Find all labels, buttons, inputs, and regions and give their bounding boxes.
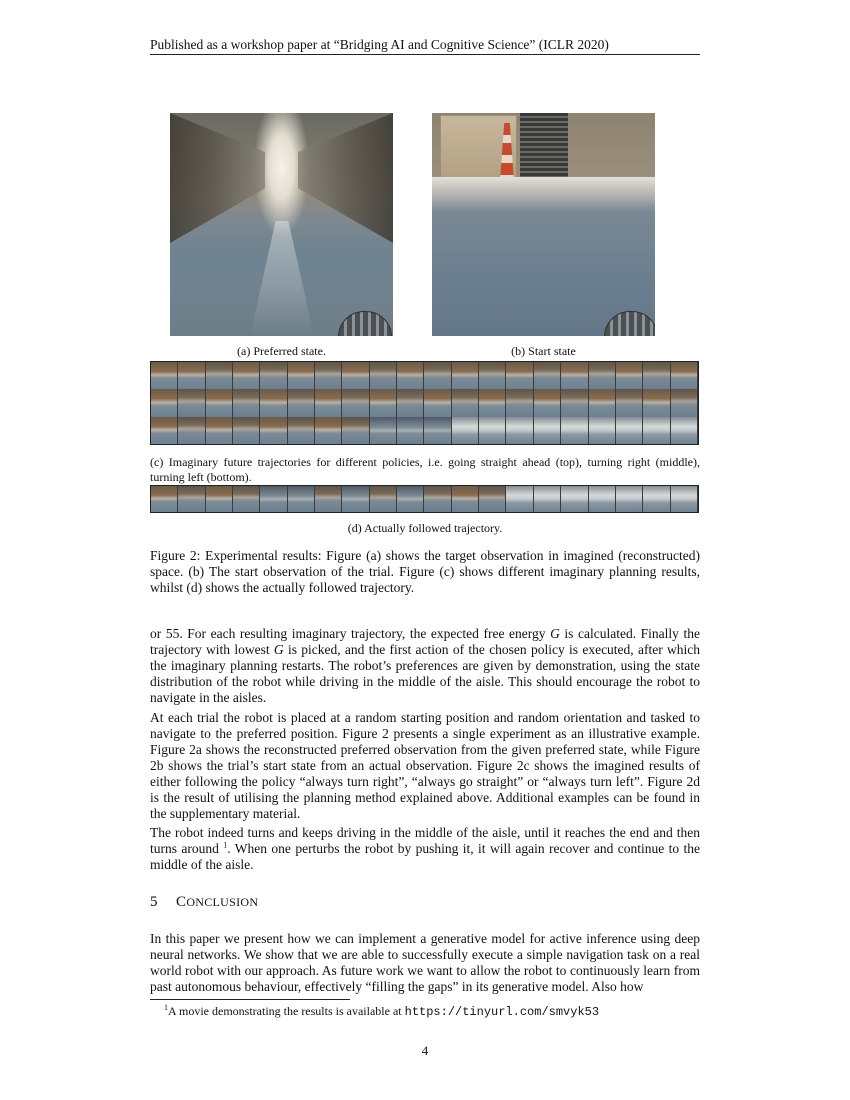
trajectory-frame (370, 486, 397, 512)
trajectory-frame (178, 389, 205, 416)
trajectory-frame (315, 417, 342, 444)
trajectory-frame (643, 417, 670, 444)
trajectory-frame (151, 362, 178, 389)
trajectory-frame (288, 486, 315, 512)
body-paragraph-4: In this paper we present how we can implement a generative model for active inference using deep neural networks. We show that we are able to successfully execute a simple navigation task on a real world robot with our approach. As future work we want to allow the robot to continuously learn from past autonomous behaviour, effectively “filling the gaps” in its generative model. Also how (150, 931, 700, 994)
body-paragraph-2: At each trial the robot is placed at a random starting position and random orientation and tasked to navigate to the preferred position. Figure 2 presents a single experiment as an illustrative example. Figure 2a shows the reconstructed preferred observation from the given preferred state, while Figure 2b shows the trial’s start state from an actual observation. Figure 2c shows the imagined results of either following the policy “always turn right”, “always go straight” or “always turn left”. Figure 2d is the result of utilising the planning method explained above. Additional examples can be found in the supplementary material. (150, 710, 700, 821)
trajectory-row-right (151, 389, 698, 416)
trajectory-frame (506, 486, 533, 512)
trajectory-frame (260, 389, 287, 416)
trajectory-frame (589, 389, 616, 416)
trajectory-frame (616, 389, 643, 416)
trajectory-frame (534, 389, 561, 416)
trajectory-frame (233, 389, 260, 416)
floor-sheen-shape (250, 221, 314, 336)
trajectory-frame (671, 389, 698, 416)
trajectory-frame (260, 417, 287, 444)
left-shelf-shape (170, 113, 265, 243)
trajectory-frame (233, 362, 260, 389)
trajectory-frame (589, 486, 616, 512)
trajectory-frame (671, 362, 698, 389)
page-number: 4 (421, 1043, 429, 1058)
trajectory-frame (315, 389, 342, 416)
trajectory-frame (534, 362, 561, 389)
trajectory-frame (397, 486, 424, 512)
shelf-edge-shape (432, 177, 655, 193)
trajectory-frame (397, 362, 424, 389)
footnote: $^1$A movie demonstrating the results is available at https://tinyurl.com/smvyk53 (164, 1003, 600, 1019)
body-paragraph-3: The robot indeed turns and keeps driving in the middle of the aisle, until it reaches the end and then turns around $^1$. When one perturbs the robot by pushing it, it will again recover and continue to the middle of the aisle. (150, 825, 700, 872)
cable-coil-shape (520, 113, 568, 181)
trajectory-row-straight (151, 362, 698, 389)
trajectory-frame (561, 486, 588, 512)
math-variable: G (273, 642, 284, 657)
trajectory-frame (616, 486, 643, 512)
trajectory-frame (315, 362, 342, 389)
section-number: 5 (150, 894, 158, 910)
trajectory-frame (424, 362, 451, 389)
trajectory-frame (424, 389, 451, 416)
trajectory-frame (233, 417, 260, 444)
trajectory-frame (479, 362, 506, 389)
right-shelf-shape (298, 113, 393, 243)
trajectory-frame (452, 417, 479, 444)
trajectory-frame (178, 417, 205, 444)
trajectory-frame (288, 417, 315, 444)
trajectory-frame (452, 389, 479, 416)
footnote-mark: 1 (164, 1003, 168, 1012)
trajectory-frame (452, 486, 479, 512)
trajectory-frame (616, 362, 643, 389)
trajectory-frame (206, 362, 233, 389)
trajectory-frame (233, 486, 260, 512)
trajectory-frame (151, 486, 178, 512)
preferred-state-image (170, 113, 393, 336)
trajectory-frame (452, 362, 479, 389)
trajectory-frame (424, 486, 451, 512)
section-heading: 5 CONCLUSION (150, 894, 259, 910)
math-variable: G (550, 626, 560, 641)
subcaption-c: (c) Imaginary future trajectories for different policies, i.e. going straight ahead (top), turning right (middle), turning left (bottom). (150, 455, 700, 484)
trajectory-frame (616, 417, 643, 444)
trajectory-frame (534, 486, 561, 512)
subcaption-d: (d) Actually followed trajectory. (347, 521, 503, 535)
trajectory-frame (397, 417, 424, 444)
trajectory-frame (479, 417, 506, 444)
trajectory-frame (479, 486, 506, 512)
footnote-marker[interactable]: 1 (223, 840, 228, 850)
trajectory-frame (315, 486, 342, 512)
robot-puck-shape (338, 311, 392, 336)
trajectory-frame (643, 389, 670, 416)
body-paragraph-1: or 55. For each resulting imaginary trajectory, the expected free energy G is calculated. Finally the trajectory with lowest G is picked, and the first action of the chosen policy is executed, after which the imaginary planning restarts. The robot’s preferences are given by demonstration, using the state distribution of the robot while driving in the middle of the aisle. This should encourage the robot to navigate in the aisles. (150, 626, 701, 705)
trajectory-frame (206, 417, 233, 444)
figure-caption: Figure 2: Experimental results: Figure (a) shows the target observation in imagined (reconstructed) space. (b) The start observation of the trial. Figure (c) shows different imaginary planning results, whilst (d) shows the actually followed trajectory. (150, 548, 700, 595)
followed-trajectory-strip (150, 485, 699, 513)
trajectory-frame (342, 486, 369, 512)
trajectory-frame (370, 389, 397, 416)
running-header: Published as a workshop paper at “Bridging AI and Cognitive Science” (ICLR 2020) (150, 37, 609, 52)
trajectory-frame (479, 389, 506, 416)
trajectory-frame (260, 362, 287, 389)
trajectory-frame (561, 389, 588, 416)
trajectory-frame (534, 417, 561, 444)
trajectory-frame (288, 389, 315, 416)
trajectory-frame (206, 486, 233, 512)
trajectory-frame (397, 389, 424, 416)
header-rule (150, 54, 700, 55)
trajectory-frame (671, 486, 698, 512)
trajectory-frame (589, 417, 616, 444)
trajectory-frame (370, 362, 397, 389)
trajectory-frame (643, 362, 670, 389)
trajectory-frame (424, 417, 451, 444)
trajectory-frame (151, 417, 178, 444)
trajectory-frame (178, 486, 205, 512)
trajectory-frame (206, 389, 233, 416)
footnote-rule (150, 999, 350, 1000)
trajectory-frame (342, 417, 369, 444)
trajectory-frame (589, 362, 616, 389)
trajectory-frame (342, 362, 369, 389)
trajectory-frame (561, 362, 588, 389)
start-state-image (432, 113, 655, 336)
trajectory-frame (151, 389, 178, 416)
trajectory-frame (506, 417, 533, 444)
robot-puck-shape (604, 311, 655, 336)
trajectory-frame (506, 389, 533, 416)
trajectory-frame (288, 362, 315, 389)
imaginary-trajectories-strip (150, 361, 699, 445)
trajectory-frame (561, 417, 588, 444)
trajectory-frame (370, 417, 397, 444)
trajectory-frame (342, 389, 369, 416)
trajectory-frame (643, 486, 670, 512)
trajectory-row-left (151, 417, 698, 444)
trajectory-frame (506, 362, 533, 389)
subcaption-b: (b) Start state (511, 344, 576, 358)
trajectory-frame (671, 417, 698, 444)
trajectory-frame (178, 362, 205, 389)
footnote-url-link[interactable]: https://tinyurl.com/smvyk53 (404, 1005, 600, 1019)
trajectory-frame (260, 486, 287, 512)
subcaption-a: (a) Preferred state. (237, 344, 326, 358)
